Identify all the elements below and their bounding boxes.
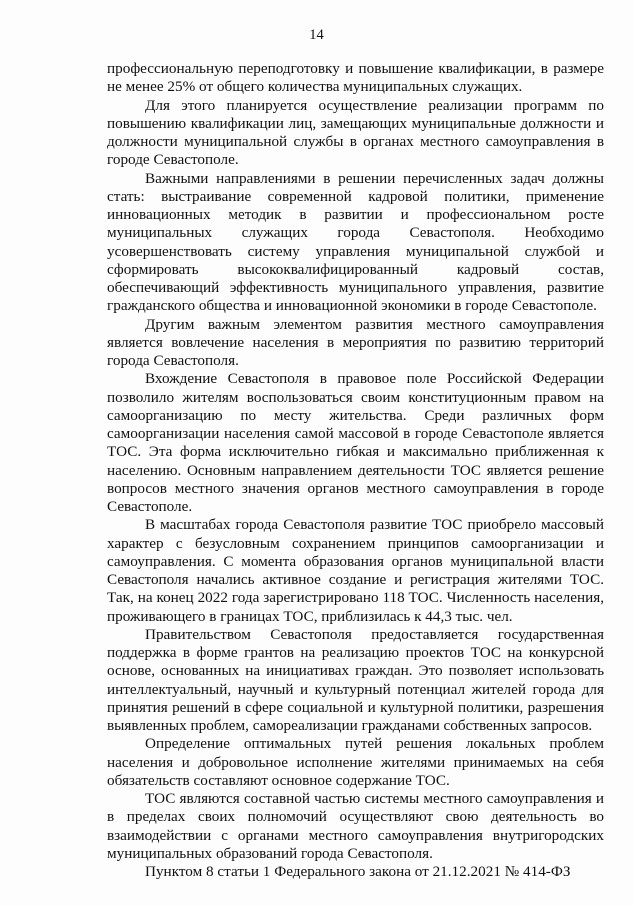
paragraph: ТОС являются составной частью системы местного самоуправления и в пределах своих полномочий осуществляют свою деятельность во взаимодействии с органами местного самоуправления внутригородских муниципальных образований города Севастополя. — [107, 790, 604, 862]
paragraph: профессиональную переподготовку и повышение квалификации, в размере не менее 25% от общего количества муниципальных служащих. — [107, 60, 604, 96]
paragraph: Другим важным элементом развития местного самоуправления является вовлечение населения в мероприятия по развитию территорий города Севастополя. — [107, 315, 604, 369]
paragraph: Вхождение Севастополя в правовое поле Российской Федерации позволило жителям воспользоваться своим конституционным правом на самоорганизацию по месту жительства. Среди различных форм самоорганизации населения самой массовой в городе Севастополе является ТОС. Эта форма исключительно гибкая и максимально приближенная к населению. Основным направлением деятельности ТОС является решение вопросов местного значения органов местного самоуправления в городе Севастополе. — [107, 370, 604, 515]
paragraph: Правительством Севастополя предоставляется государственная поддержка в форме грантов на реализацию проектов ТОС на конкурсной основе, основанных на инициативах граждан. Это позволяет использовать интеллектуальный, научный и культурный потенциал жителей города для принятия решений в сфере социальной и культурной политики, разрешения выявленных проблем, самореализации гражданами собственных запросов. — [107, 625, 604, 734]
paragraph: Пунктом 8 статьи 1 Федерального закона от 21.12.2021 № 414-ФЗ — [145, 863, 571, 880]
document-body — [107, 60, 604, 881]
paragraph: Определение оптимальных путей решения локальных проблем населения и добровольное исполнение жителями принимаемых на себя обязательств составляют основное содержание ТОС. — [107, 735, 604, 789]
paragraph: В масштабах города Севастополя развитие ТОС приобрело массовый характер с безусловным сохранением принципов самоорганизации и самоуправления. С момента образования органов муниципальной власти Севастополя начались активное создание и регистрация жителями ТОС. Так, на конец 2022 года зарегистрировано 118 ТОС. Численность населения, проживающего в границах ТОС, приблизилась к 44,3 тыс. чел. — [107, 516, 604, 625]
paragraph: Важными направлениями в решении перечисленных задач должны стать: выстраивание современной кадровой политики, применение инновационных методик в развитии и профессиональном росте муниципальных служащих города Севастополя. Необходимо усовершенствовать систему управления муниципальной службой и сформировать высококвалифицированный кадровый состав, обеспечивающий эффективность муниципального управления, развитие гражданского общества и инновационной экономики в городе Севастополе. — [107, 169, 604, 315]
paragraph: Для этого планируется осуществление реализации программ по повышению квалификации лиц, замещающих муниципальные должности и должности муниципальной службы в органах местного самоуправления в городе Севастополе. — [107, 96, 604, 169]
page-number: 14 — [309, 27, 324, 43]
